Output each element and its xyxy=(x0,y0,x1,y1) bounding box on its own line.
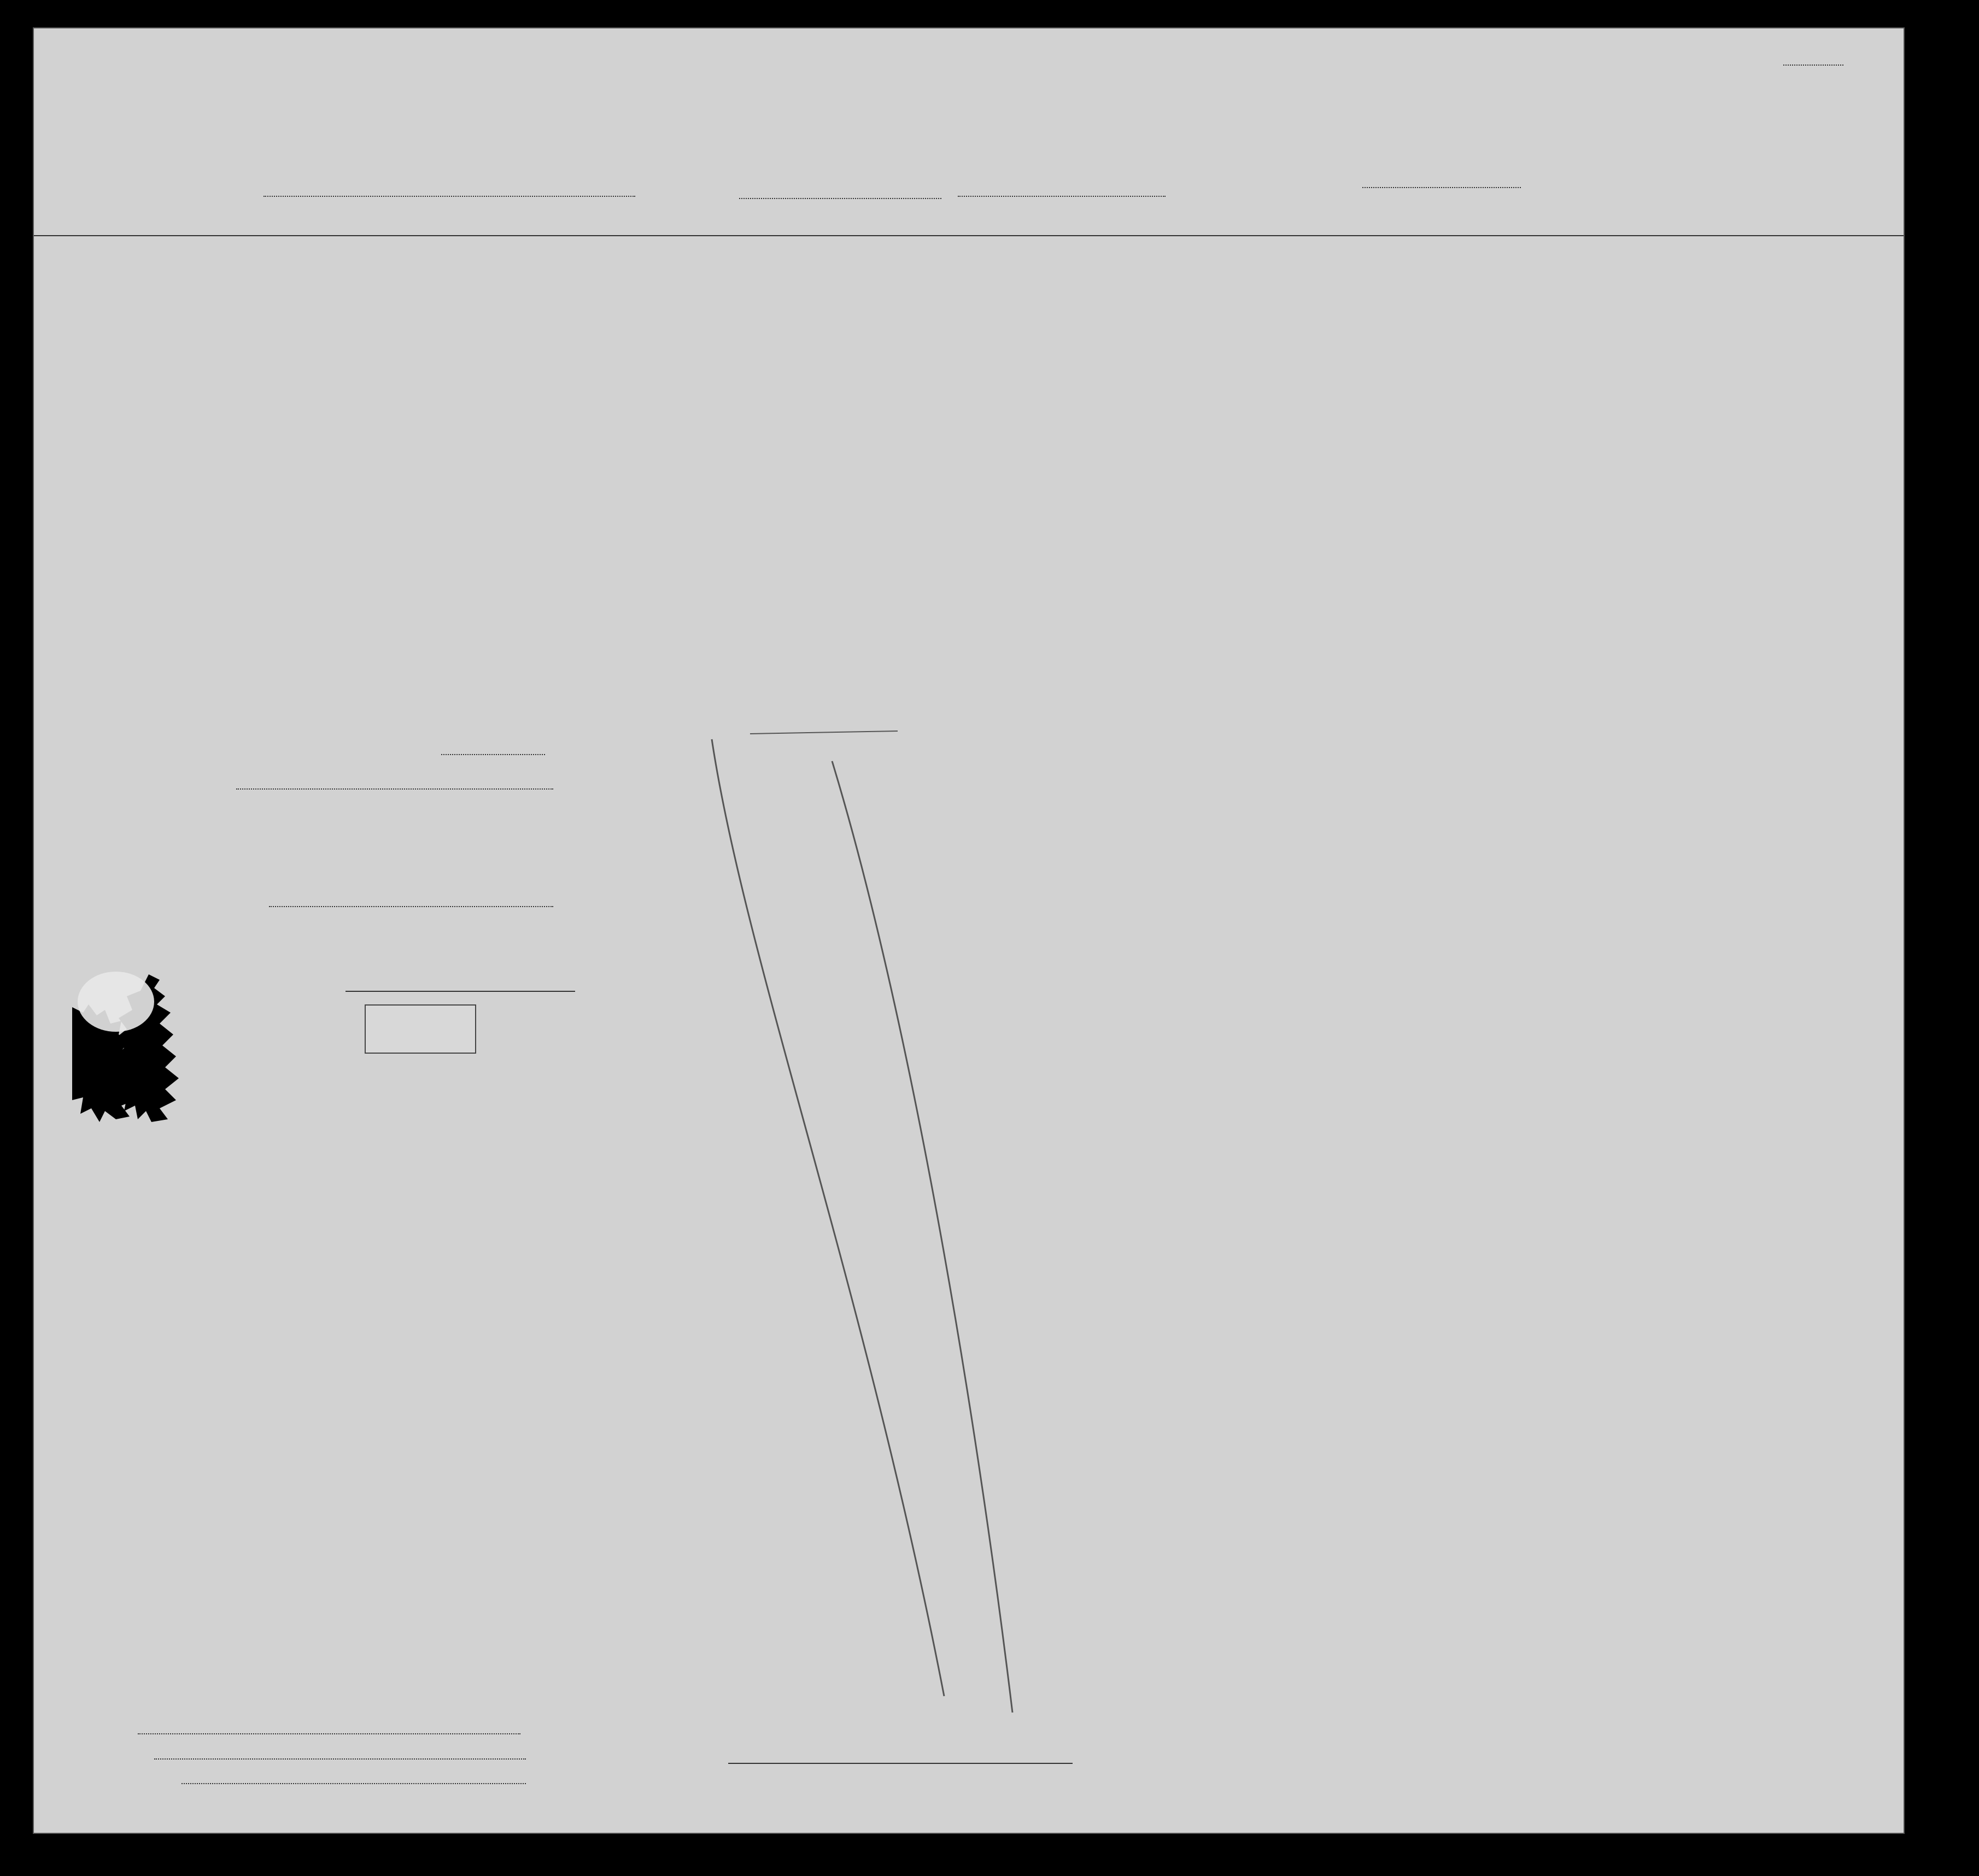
agents-field xyxy=(181,1773,526,1784)
inspector-line xyxy=(728,1763,1073,1764)
line-field xyxy=(138,1723,520,1734)
manifest-sheet xyxy=(33,27,1905,1834)
pencil-marks xyxy=(34,28,1904,1833)
owners-field xyxy=(154,1749,526,1760)
